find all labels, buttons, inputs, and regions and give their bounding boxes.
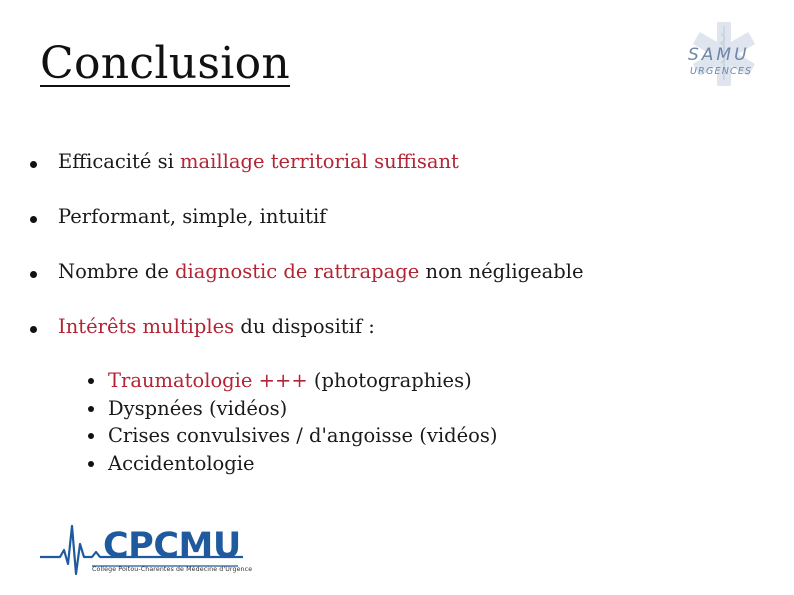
bullet-1-text: Efficacité si (58, 150, 181, 173)
bullet-4-highlight: Intérêts multiples (58, 315, 235, 338)
bullet-dot (30, 271, 37, 278)
sub-bullet-item-1 (88, 367, 498, 395)
cpcmu-logo-name: CPCMU (103, 526, 241, 566)
slide-title: Conclusion (40, 38, 291, 89)
bullet-dot (30, 216, 37, 223)
bullet-4-text: du dispositif : (234, 315, 375, 338)
sub-bullet-item-3 (88, 422, 498, 450)
sub-bullet-1-highlight: Traumatologie +++ (108, 369, 308, 392)
bullet-dot (88, 461, 94, 467)
bullet-dot (88, 406, 94, 412)
bullet-1-highlight: maillage territorial suffisant (180, 150, 459, 173)
sub-bullet-2-text: Dyspnées (vidéos) (108, 396, 288, 420)
bullet-dot (30, 161, 37, 168)
bullet-2-text: Performant, simple, intuitif (58, 205, 327, 228)
bullet-dot (88, 433, 94, 439)
sub-bullet-list (88, 367, 498, 477)
bullet-3-highlight: diagnostic de rattrapage (175, 260, 420, 283)
bullet-dot (30, 326, 37, 333)
samu-logo-bottom-text: URGENCES (690, 66, 753, 77)
sub-bullet-1-text: (photographies) (307, 369, 472, 392)
samu-urgences-logo (684, 18, 764, 88)
bullet-dot (88, 378, 94, 384)
sub-bullet-item-4 (88, 450, 498, 478)
bullet-3-text-end: non négligeable (419, 260, 584, 283)
sub-bullet-item-2 (88, 395, 498, 423)
samu-logo-top-text: SAMU (688, 45, 750, 65)
sub-bullet-3-text: Crises convulsives / d'angoisse (vidéos) (108, 424, 498, 447)
sub-bullet-4-text: Accidentologie (108, 451, 255, 475)
bullet-3-text: Nombre de (58, 260, 176, 283)
cpcmu-logo-subtitle: Collège Poitou-Charentes de Médecine d'Urgence (92, 566, 253, 573)
